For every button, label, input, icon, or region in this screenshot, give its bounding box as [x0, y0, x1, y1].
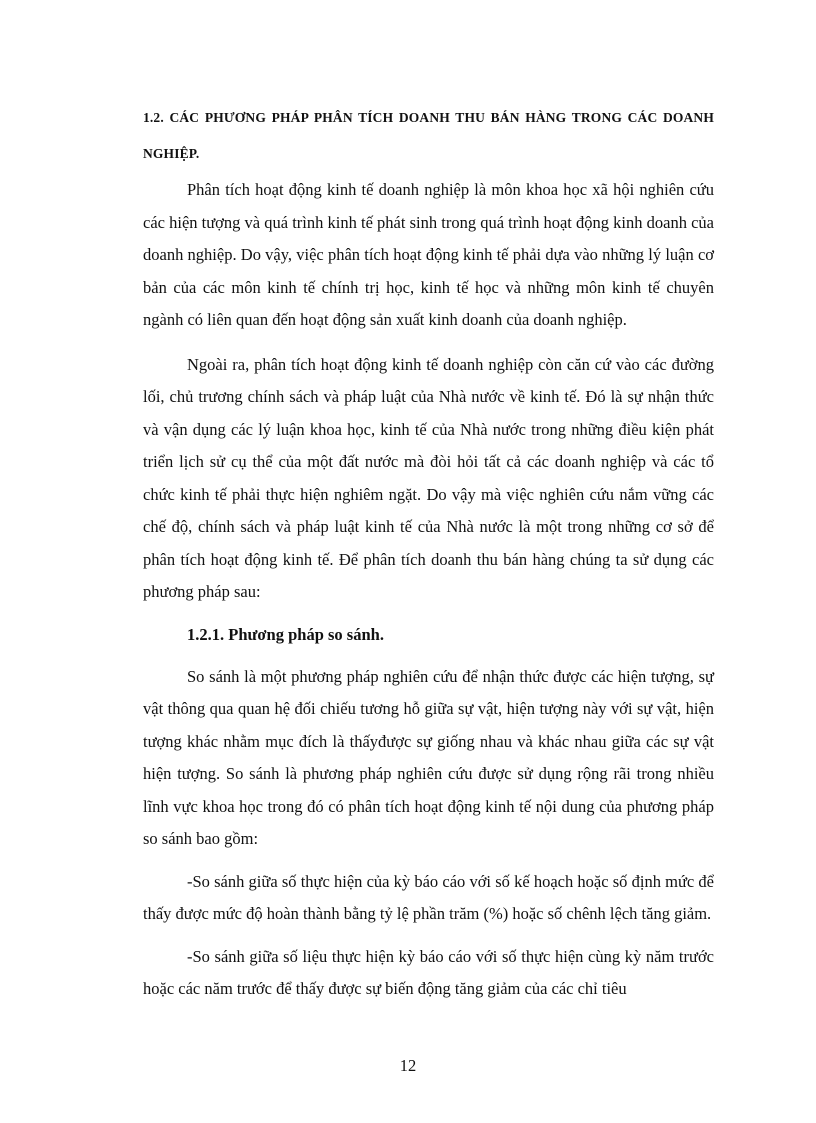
- body-paragraph: -So sánh giữa số thực hiện của kỳ báo cáo với số kế hoạch hoặc số định mức để thấy được mức độ hoàn thành bằng tỷ lệ phần trăm (%) hoặc số chênh lệch tăng giảm.: [143, 871, 714, 923]
- page-content: [143, 100, 714, 1006]
- section-heading: 1.2. CÁC PHƯƠNG PHÁP PHÂN TÍCH DOANH THU BÁN HÀNG TRONG CÁC DOANH NGHIỆP.: [143, 110, 714, 161]
- page-number: 12: [399, 1056, 417, 1075]
- body-paragraph: So sánh là một phương pháp nghiên cứu để nhận thức được các hiện tượng, sự vật thông qua quan hệ đối chiếu tương hỗ giữa sự vật, hiện tượng này với sự vật, hiện tượng khác nhằm mục đích là thấyđược sự giống nhau và khác nhau giữa các sự vật hiện tượng. So sánh là phương pháp nghiên cứu được sử dụng rộng rãi trong nhiều lĩnh vực khoa học trong đó có phân tích hoạt động kinh tế nội dung của phương pháp so sánh bao gồm:: [143, 666, 714, 848]
- body-paragraph: Ngoài ra, phân tích hoạt động kinh tế doanh nghiệp còn căn cứ vào các đường lối, chủ trương chính sách và pháp luật của Nhà nước về kinh tế. Đó là sự nhận thức và vận dụng các lý luận khoa học, kinh tế của Nhà nước trong những điều kiện phát triển lịch sử cụ thể của một đất nước mà đòi hỏi tất cả các doanh nghiệp và các tổ chức kinh tế phải thực hiện nghiêm ngặt. Do vậy mà việc nghiên cứu nắm vững các chế độ, chính sách và pháp luật kinh tế của Nhà nước là một trong những cơ sở để phân tích hoạt động kinh tế. Để phân tích doanh thu bán hàng chúng ta sử dụng các phương pháp sau:: [143, 354, 714, 601]
- subsection-heading: 1.2.1. Phương pháp so sánh.: [187, 624, 384, 644]
- body-paragraph: Phân tích hoạt động kinh tế doanh nghiệp là môn khoa học xã hội nghiên cứu các hiện tượng và quá trình kinh tế phát sinh trong quá trình hoạt động kinh doanh của doanh nghiệp. Do vậy, việc phân tích hoạt động kinh tế phải dựa vào những lý luận cơ bản của các môn kinh tế chính trị học, kinh tế học và những môn kinh tế chuyên ngành có liên quan đến hoạt động sản xuất kinh doanh của doanh nghiệp.: [143, 180, 714, 329]
- body-paragraph: -So sánh giữa số liệu thực hiện kỳ báo cáo với số thực hiện cùng kỳ năm trước hoặc các năm trước để thấy được sự biến động tăng giảm của các chỉ tiêu: [143, 946, 714, 998]
